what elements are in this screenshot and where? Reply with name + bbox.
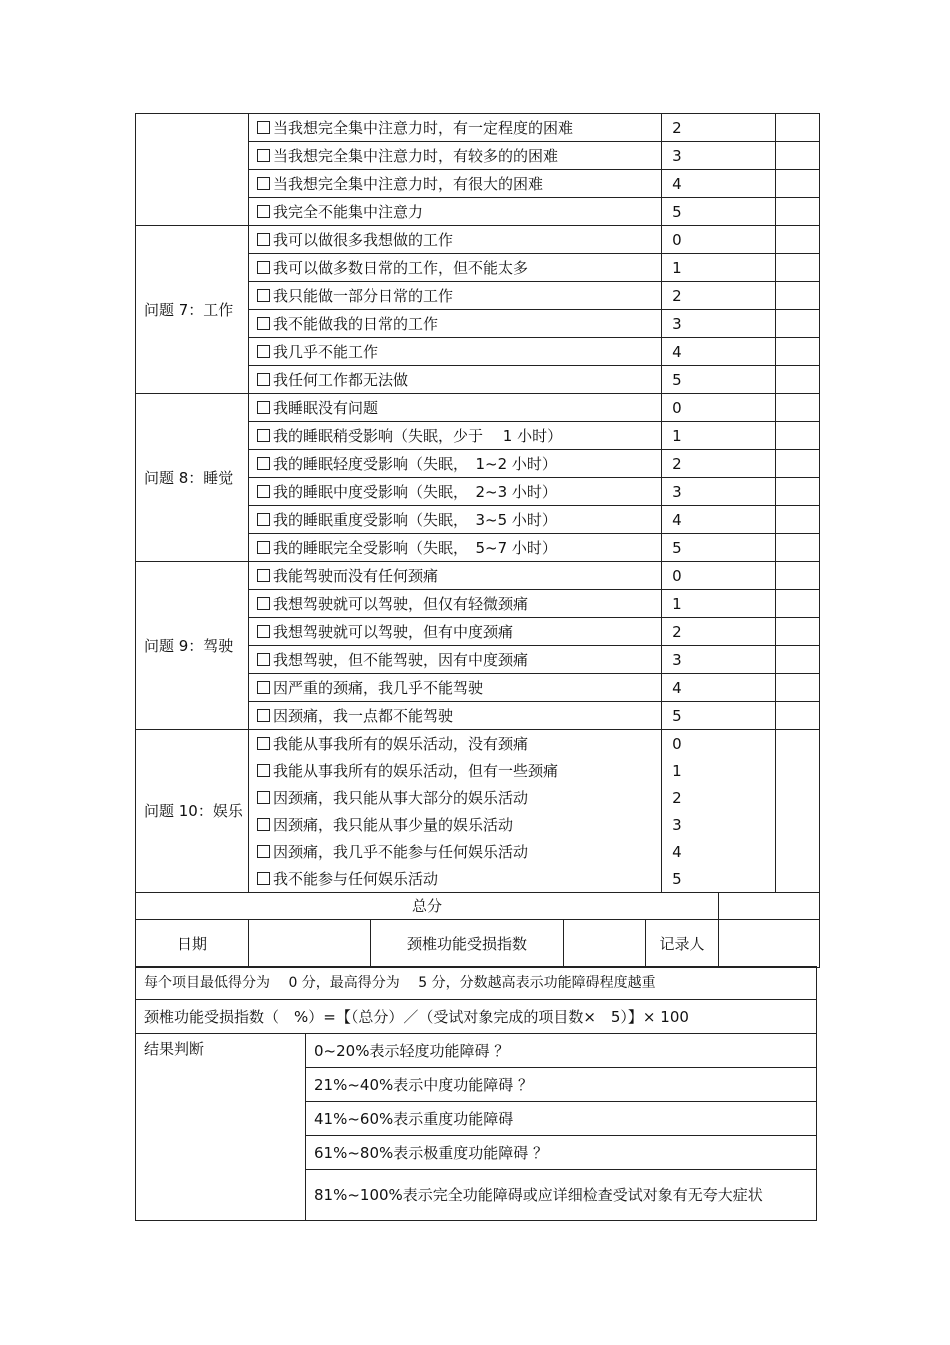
option-score: 0 [662,226,776,254]
option-text: 当我想完全集中注意力时，有很大的困难 [273,174,544,193]
option-score: 4 [662,838,776,865]
option-cell[interactable] [249,757,662,784]
option-text: 我能从事我所有的娱乐活动，但有一些颈痛 [273,761,559,780]
checkbox-icon[interactable] [257,791,270,804]
option-score: 0 [662,730,776,758]
result-item: 41%~60%表示重度功能障碍 [306,1102,817,1136]
option-text: 我想驾驶，但不能驾驶，因有中度颈痛 [273,650,529,669]
mark-cell[interactable] [776,506,820,534]
option-text: 因颈痛，我只能从事少量的娱乐活动 [273,815,514,834]
option-cell[interactable] [249,114,662,142]
mark-cell[interactable] [776,674,820,702]
option-score: 1 [662,590,776,618]
checkbox-icon[interactable] [257,737,270,750]
mark-cell[interactable] [776,226,820,254]
option-text: 因严重的颈痛，我几乎不能驾驶 [273,678,484,697]
checkbox-icon[interactable] [257,485,270,498]
mark-cell[interactable] [776,562,820,590]
mark-cell[interactable] [776,784,820,811]
checkbox-icon[interactable] [257,653,270,666]
option-cell[interactable] [249,562,662,590]
checkbox-icon[interactable] [257,569,270,582]
option-score: 1 [662,422,776,450]
question-label [136,114,249,226]
option-text: 我可以做多数日常的工作，但不能太多 [273,258,529,277]
question-label: 问题 8：睡觉 [136,394,249,562]
option-text: 我想驾驶就可以驾驶，但有中度颈痛 [273,622,514,641]
option-score: 4 [662,338,776,366]
result-item: 21%~40%表示中度功能障碍 ？ [306,1068,817,1102]
option-score: 3 [662,142,776,170]
result-item: 61%~80%表示极重度功能障碍 ？ [306,1136,817,1170]
option-text: 我几乎不能工作 [273,342,379,361]
mark-cell[interactable] [776,142,820,170]
scoring-note: 每个项目最低得分为 0 分，最高得分为 5 分，分数越高表示功能障碍程度越重 [136,967,817,1000]
recorder-label: 记录人 [646,920,719,968]
option-text: 我只能做一部分日常的工作 [273,286,454,305]
total-label: 总分 [136,893,719,920]
date-value-cell[interactable] [249,920,371,968]
option-text: 因颈痛，我一点都不能驾驶 [273,706,454,725]
option-text: 我睡眠没有问题 [273,398,379,417]
option-cell[interactable] [249,366,662,394]
option-score: 1 [662,254,776,282]
option-cell[interactable] [249,702,662,730]
checkbox-icon[interactable] [257,345,270,358]
option-text: 我的睡眠中度受影响（失眠， 2~3 小时） [273,482,557,501]
option-text: 我能从事我所有的娱乐活动，没有颈痛 [273,734,529,753]
option-cell[interactable] [249,674,662,702]
option-text: 因颈痛，我几乎不能参与任何娱乐活动 [273,842,529,861]
mark-cell[interactable] [776,338,820,366]
mark-cell[interactable] [776,114,820,142]
mark-cell[interactable] [776,254,820,282]
option-score: 2 [662,282,776,310]
option-cell[interactable] [249,811,662,838]
questionnaire-table [135,113,820,968]
result-item: 81%~100%表示完全功能障碍或应详细检查受试对象有无夸大症状 [306,1170,817,1221]
checkbox-icon[interactable] [257,233,270,246]
checkbox-icon[interactable] [257,401,270,414]
option-text: 我完全不能集中注意力 [273,202,424,221]
option-cell[interactable] [249,865,662,893]
mark-cell[interactable] [776,618,820,646]
index-value-cell[interactable] [564,920,646,968]
date-row [136,920,820,968]
total-value-cell[interactable] [719,893,820,920]
mark-cell[interactable] [776,394,820,422]
option-cell[interactable] [249,422,662,450]
option-text: 我能驾驶而没有任何颈痛 [273,566,439,585]
mark-cell[interactable] [776,198,820,226]
option-score: 3 [662,811,776,838]
option-cell[interactable] [249,646,662,674]
checkbox-icon[interactable] [257,541,270,554]
option-text: 我可以做很多我想做的工作 [273,230,454,249]
mark-cell[interactable] [776,865,820,893]
option-score: 5 [662,198,776,226]
option-text: 我的睡眠稍受影响（失眠，少于 1 小时） [273,426,563,445]
option-score: 2 [662,114,776,142]
index-label: 颈椎功能受损指数 [371,920,564,968]
option-score: 1 [662,757,776,784]
option-cell[interactable] [249,730,662,758]
option-row [136,730,820,758]
mark-cell[interactable] [776,478,820,506]
option-score: 4 [662,674,776,702]
checkbox-icon[interactable] [257,845,270,858]
mark-cell[interactable] [776,310,820,338]
mark-cell[interactable] [776,282,820,310]
option-score: 2 [662,450,776,478]
checkbox-icon[interactable] [257,429,270,442]
option-cell[interactable] [249,254,662,282]
option-text: 我想驾驶就可以驾驶，但仅有轻微颈痛 [273,594,529,613]
option-score: 4 [662,506,776,534]
checkbox-icon[interactable] [257,205,270,218]
option-cell[interactable] [249,506,662,534]
option-cell[interactable] [249,338,662,366]
checkbox-icon[interactable] [257,513,270,526]
option-cell[interactable] [249,310,662,338]
option-text: 我任何工作都无法做 [273,370,409,389]
option-text: 因颈痛，我只能从事大部分的娱乐活动 [273,788,529,807]
option-cell[interactable] [249,198,662,226]
mark-cell[interactable] [776,757,820,784]
checkbox-icon[interactable] [257,818,270,831]
option-cell[interactable] [249,170,662,198]
option-row [136,562,820,590]
option-cell[interactable] [249,618,662,646]
option-cell[interactable] [249,450,662,478]
mark-cell[interactable] [776,646,820,674]
mark-cell[interactable] [776,811,820,838]
checkbox-icon[interactable] [257,121,270,134]
mark-cell[interactable] [776,590,820,618]
option-score: 5 [662,865,776,893]
question-label: 问题 9：驾驶 [136,562,249,730]
option-score: 3 [662,478,776,506]
option-cell[interactable] [249,142,662,170]
checkbox-icon[interactable] [257,177,270,190]
option-cell[interactable] [249,838,662,865]
checkbox-icon[interactable] [257,681,270,694]
option-cell[interactable] [249,282,662,310]
option-cell[interactable] [249,590,662,618]
option-cell[interactable] [249,394,662,422]
checkbox-icon[interactable] [257,872,270,885]
option-text: 我的睡眠轻度受影响（失眠， 1~2 小时） [273,454,557,473]
option-score: 2 [662,618,776,646]
option-text: 我的睡眠完全受影响（失眠， 5~7 小时） [273,538,557,557]
checkbox-icon[interactable] [257,709,270,722]
option-cell[interactable] [249,478,662,506]
option-score: 5 [662,366,776,394]
checkbox-icon[interactable] [257,457,270,470]
option-row [136,114,820,142]
index-formula: 颈椎功能受损指数（ %）=【（总分）／（受试对象完成的项目数× 5）】× 100 [136,1000,817,1034]
option-cell[interactable] [249,784,662,811]
option-score: 2 [662,784,776,811]
mark-cell[interactable] [776,730,820,758]
option-row [136,226,820,254]
checkbox-icon[interactable] [257,764,270,777]
option-row [136,394,820,422]
option-score: 4 [662,170,776,198]
question-label: 问题 7：工作 [136,226,249,394]
checkbox-icon[interactable] [257,261,270,274]
option-score: 3 [662,310,776,338]
option-text: 当我想完全集中注意力时，有一定程度的困难 [273,118,574,137]
result-label: 结果判断 [136,1034,306,1221]
result-item: 0~20%表示轻度功能障碍 ？ [306,1034,817,1068]
mark-cell[interactable] [776,534,820,562]
mark-cell[interactable] [776,170,820,198]
option-text: 我的睡眠重度受影响（失眠， 3~5 小时） [273,510,557,529]
checkbox-icon[interactable] [257,597,270,610]
mark-cell[interactable] [776,366,820,394]
option-score: 5 [662,702,776,730]
checkbox-icon[interactable] [257,289,270,302]
scoring-table [135,966,817,1221]
mark-cell[interactable] [776,450,820,478]
option-score: 0 [662,394,776,422]
mark-cell[interactable] [776,422,820,450]
option-text: 当我想完全集中注意力时，有较多的的困难 [273,146,559,165]
option-cell[interactable] [249,534,662,562]
option-score: 0 [662,562,776,590]
option-score: 5 [662,534,776,562]
question-label: 问题 10：娱乐 [136,730,249,893]
checkbox-icon[interactable] [257,373,270,386]
option-cell[interactable] [249,226,662,254]
option-text: 我不能做我的日常的工作 [273,314,439,333]
option-score: 3 [662,646,776,674]
mark-cell[interactable] [776,838,820,865]
option-text: 我不能参与任何娱乐活动 [273,869,439,888]
checkbox-icon[interactable] [257,625,270,638]
mark-cell[interactable] [776,702,820,730]
recorder-value-cell[interactable] [719,920,820,968]
checkbox-icon[interactable] [257,149,270,162]
date-label: 日期 [136,920,249,968]
total-row [136,893,820,920]
checkbox-icon[interactable] [257,317,270,330]
